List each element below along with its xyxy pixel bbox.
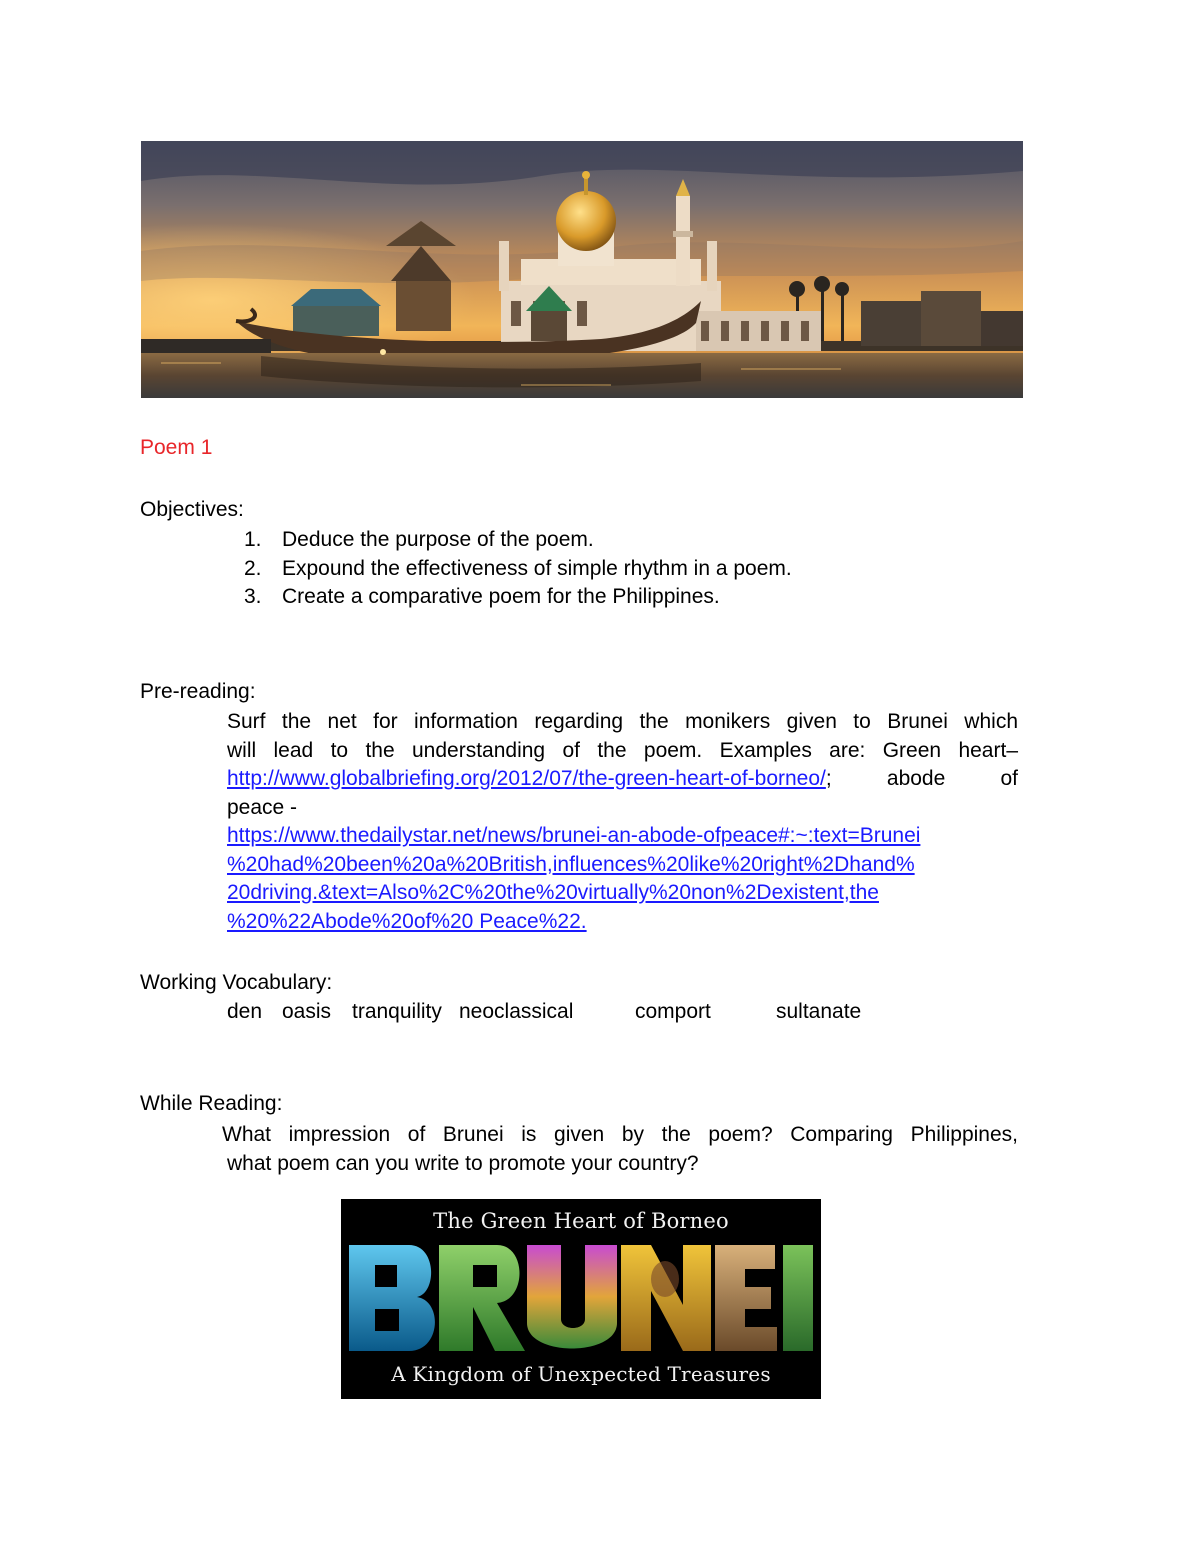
abode-of-peace-link-line-1 (227, 822, 1018, 851)
objective-text: Deduce the purpose of the poem. (282, 528, 594, 551)
banner-top-text: The Green Heart of Borneo (433, 1209, 729, 1233)
mosque-sunset-image (141, 141, 1023, 398)
hero-photo (141, 141, 1023, 398)
prereading-heading: Pre-reading: (140, 680, 256, 703)
abode-of-peace-link[interactable]: 20driving.&text=Also%2C%20the%20virtually%20non%2Dexistent,the (227, 881, 879, 904)
brunei-banner (341, 1199, 821, 1399)
vocab-word: oasis (282, 1000, 332, 1023)
vocab-word: tranquility (352, 1000, 442, 1023)
abode-of-peace-link[interactable]: %20had%20been%20a%20British,influences%20like%20right%2Dhand% (227, 852, 915, 876)
vocabulary-heading: Working Vocabulary: (140, 971, 333, 994)
objective-item (244, 555, 1004, 584)
green-heart-line (227, 765, 1018, 794)
letter-I (783, 1245, 813, 1351)
vocab-word: comport (635, 1000, 711, 1023)
letter-N (621, 1245, 711, 1351)
letter-U (527, 1245, 617, 1349)
banner-bottom-text: A Kingdom of Unexpected Treasures (391, 1362, 771, 1386)
vocab-word: sultanate (776, 1000, 862, 1023)
abode-of-peace-link-line-3 (227, 879, 1018, 908)
objective-number: 1. (244, 528, 262, 551)
abode-of-peace-link[interactable]: https://www.thedailystar.net/news/brunei-an-abode-ofpeace#:~:text=Brunei (227, 824, 921, 847)
objective-number: 3. (244, 585, 262, 608)
objectives-heading: Objectives: (140, 498, 244, 521)
letter-E (715, 1245, 777, 1351)
brunei-letters-image (347, 1239, 815, 1357)
prereading-intro-line-1: Surf the net for information regarding the monikers given to Brunei which (227, 710, 1018, 733)
prereading-intro-line-2: will lead to the understanding of the poem. Examples are: Green heart– (227, 738, 1018, 762)
vocab-word: neoclassical (459, 1000, 574, 1023)
letter-B (349, 1245, 435, 1351)
objectives-list (244, 526, 1004, 612)
while-reading-body (222, 1121, 1018, 1178)
vocab-word: den (227, 1000, 263, 1023)
abode-of-peace-link-line-2 (227, 851, 1018, 880)
objective-item (244, 583, 1004, 612)
letter-R (439, 1245, 525, 1351)
abode-of-peace-link-line-4 (227, 908, 1018, 937)
abode-of-text: ; abode of (825, 767, 1018, 790)
abode-of-peace-link[interactable]: %20%22Abode%20of%20 Peace%22. (227, 909, 587, 933)
objective-number: 2. (244, 556, 262, 580)
objective-text: Expound the effectiveness of simple rhythm in a poem. (282, 556, 792, 580)
while-reading-question-1: What impression of Brunei is given by the poem? Comparing Philippines, (222, 1123, 1018, 1146)
peace-label: peace - (227, 795, 298, 819)
green-heart-link[interactable]: http://www.globalbriefing.org/2012/07/the-green-heart-of-borneo/ (227, 767, 826, 790)
objective-item (244, 526, 1004, 555)
while-reading-question-2: what poem can you write to promote your country? (227, 1151, 699, 1175)
while-reading-heading: While Reading: (140, 1092, 283, 1115)
objective-text: Create a comparative poem for the Philippines. (282, 585, 720, 608)
prereading-body (227, 708, 1018, 936)
poem-title: Poem 1 (140, 436, 213, 459)
